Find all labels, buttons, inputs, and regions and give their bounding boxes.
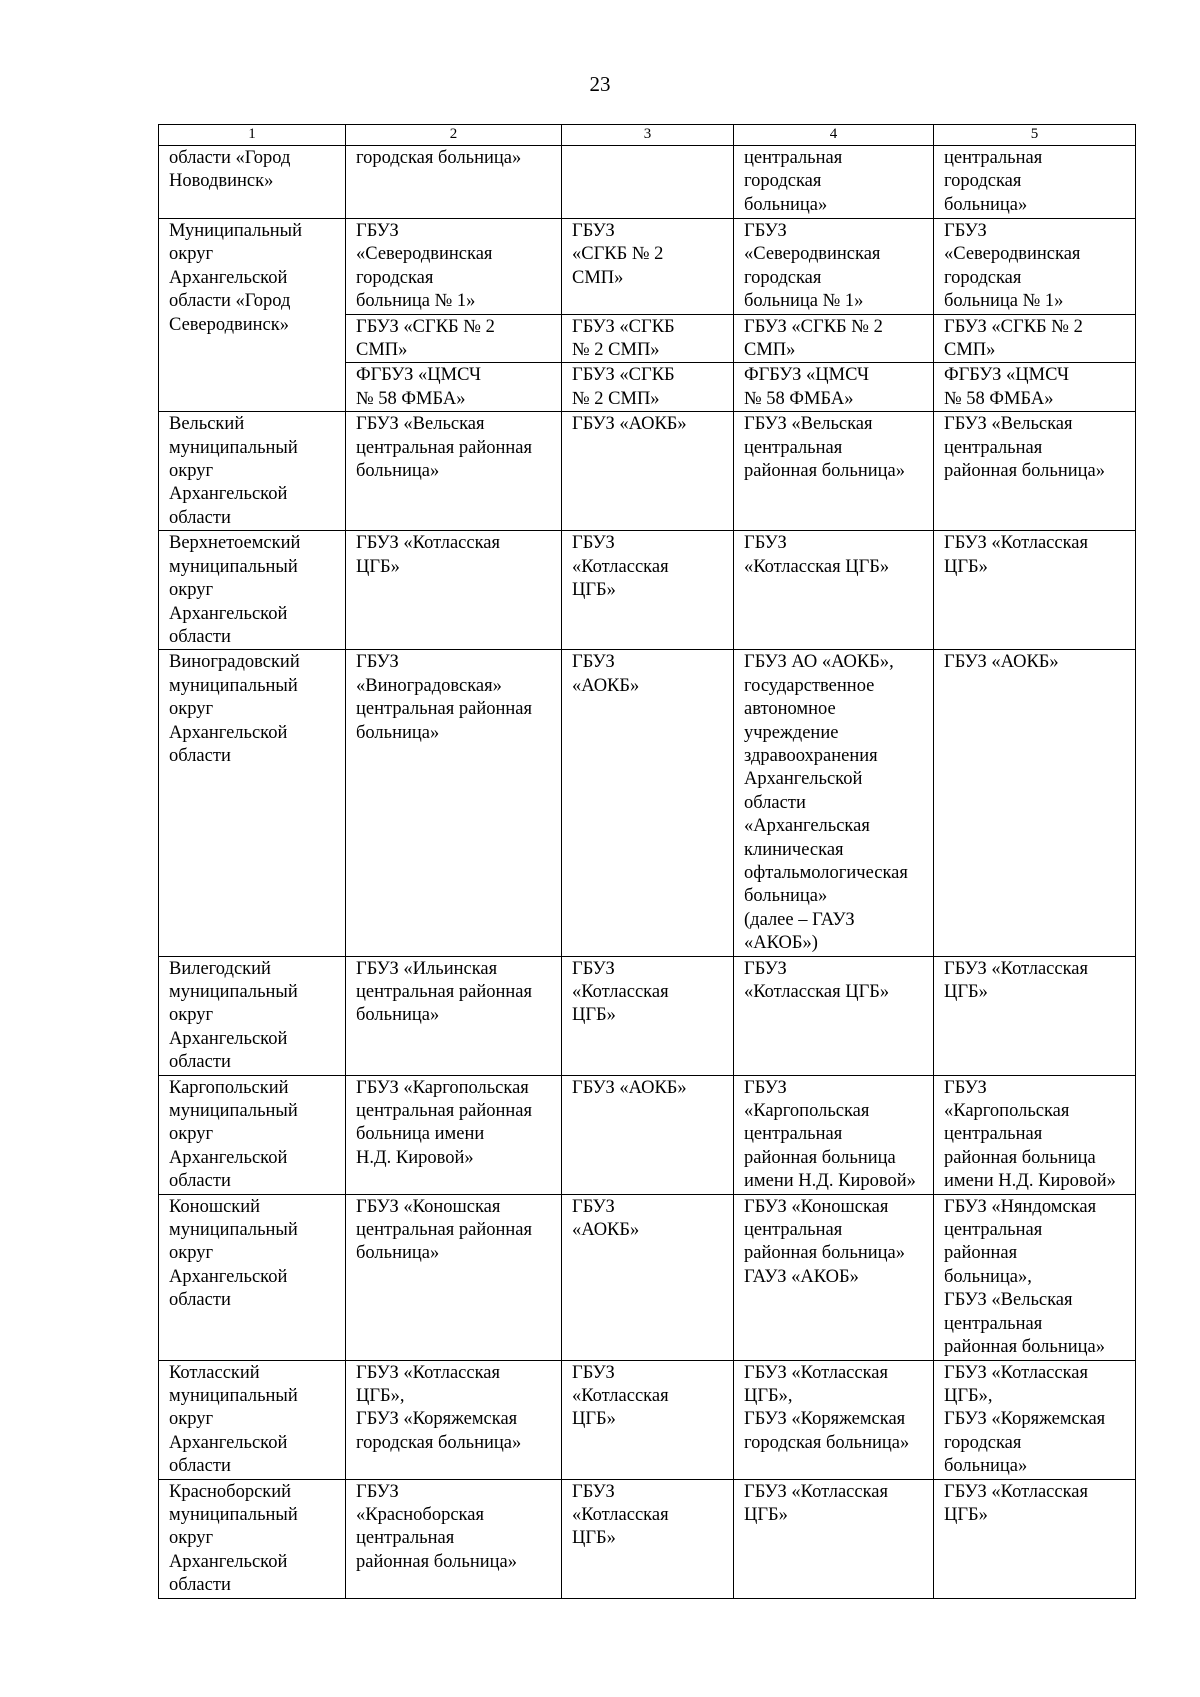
hospital-routing-table xyxy=(158,124,1136,1599)
table-cell: ГБУЗ «Виноградовская» центральная районная больница» xyxy=(346,650,562,956)
table-cell: ГБУЗ «СГКБ № 2 СМП» xyxy=(346,314,562,363)
table-cell: ГБУЗ «Вельская центральная районная больница» xyxy=(734,412,934,531)
table-cell: ГБУЗ «Коношская центральная районная больница» xyxy=(346,1194,562,1360)
table-cell: ГБУЗ «АОКБ» xyxy=(562,1075,734,1194)
district-cell: Вельский муниципальный округ Архангельской области xyxy=(159,412,346,531)
table-cell: ГБУЗ «Котласская ЦГБ» xyxy=(734,956,934,1075)
district-cell: Виноградовский муниципальный округ Архангельской области xyxy=(159,650,346,956)
column-number: 5 xyxy=(934,125,1136,146)
table-cell: ГБУЗ «Вельская центральная районная больница» xyxy=(346,412,562,531)
table-cell: ГБУЗ «Котласская ЦГБ» xyxy=(934,956,1136,1075)
table-cell: центральная городская больница» xyxy=(934,146,1136,219)
district-cell: Каргопольский муниципальный округ Архангельской области xyxy=(159,1075,346,1194)
column-number: 4 xyxy=(734,125,934,146)
table-cell: ГБУЗ «Котласская ЦГБ», ГБУЗ «Коряжемская городская больница» xyxy=(734,1360,934,1479)
table-row xyxy=(159,412,1136,531)
table-row xyxy=(159,956,1136,1075)
table-row xyxy=(159,531,1136,650)
table-cell: ГБУЗ «Котласская ЦГБ» xyxy=(734,531,934,650)
district-cell: Котласский муниципальный округ Архангельской области xyxy=(159,1360,346,1479)
table-cell: ГБУЗ «Каргопольская центральная районная больница имени Н.Д. Кировой» xyxy=(734,1075,934,1194)
table-cell: ГБУЗ «АОКБ» xyxy=(562,412,734,531)
table-cell: ГБУЗ «Северодвинская городская больница № 1» xyxy=(934,219,1136,315)
column-number: 1 xyxy=(159,125,346,146)
table-row xyxy=(159,219,1136,315)
table-row xyxy=(159,1194,1136,1360)
district-cell: Верхнетоемский муниципальный округ Архангельской области xyxy=(159,531,346,650)
table-cell: ГБУЗ «Котласская ЦГБ» xyxy=(562,1479,734,1598)
district-cell: Муниципальный округ Архангельской области «Город Северодвинск» xyxy=(159,219,346,412)
column-number: 3 xyxy=(562,125,734,146)
table-cell: ГБУЗ «СГКБ № 2 СМП» xyxy=(562,363,734,412)
table-cell: ГБУЗ «Котласская ЦГБ» xyxy=(346,531,562,650)
table-cell: ГБУЗ «Коношская центральная районная больница» ГАУЗ «АКОБ» xyxy=(734,1194,934,1360)
table-cell: центральная городская больница» xyxy=(734,146,934,219)
table-row xyxy=(159,146,1136,219)
table-cell: ГБУЗ «АОКБ» xyxy=(934,650,1136,956)
table-row xyxy=(159,1479,1136,1598)
table-cell: ГБУЗ «Котласская ЦГБ» xyxy=(734,1479,934,1598)
table-cell: ГБУЗ «Няндомская центральная районная больница», ГБУЗ «Вельская центральная районная больница» xyxy=(934,1194,1136,1360)
table-cell: ФГБУЗ «ЦМСЧ № 58 ФМБА» xyxy=(934,363,1136,412)
table-cell: ГБУЗ АО «АОКБ», государственное автономное учреждение здравоохранения Архангельской области «Архангельская клиническая офтальмологическая больница» (далее – ГАУЗ «АКОБ») xyxy=(734,650,934,956)
district-cell: Красноборский муниципальный округ Архангельской области xyxy=(159,1479,346,1598)
district-cell: области «Город Новодвинск» xyxy=(159,146,346,219)
table-cell xyxy=(562,146,734,219)
table-cell: ГБУЗ «Вельская центральная районная больница» xyxy=(934,412,1136,531)
table-cell: ГБУЗ «Котласская ЦГБ», ГБУЗ «Коряжемская городская больница» xyxy=(346,1360,562,1479)
table-cell: ГБУЗ «СГКБ № 2 СМП» xyxy=(734,314,934,363)
table-cell: городская больница» xyxy=(346,146,562,219)
table-cell: ГБУЗ «Котласская ЦГБ» xyxy=(934,531,1136,650)
table-cell: ГБУЗ «Котласская ЦГБ» xyxy=(562,956,734,1075)
column-number: 2 xyxy=(346,125,562,146)
table-cell: ГБУЗ «Каргопольская центральная районная больница имени Н.Д. Кировой» xyxy=(346,1075,562,1194)
table-cell: ГБУЗ «Котласская ЦГБ» xyxy=(562,531,734,650)
page-number: 23 xyxy=(589,72,611,96)
table-cell: ГБУЗ «Северодвинская городская больница № 1» xyxy=(346,219,562,315)
table-row xyxy=(159,1075,1136,1194)
table-cell: ГБУЗ «Красноборская центральная районная больница» xyxy=(346,1479,562,1598)
table-cell: ГБУЗ «СГКБ № 2 СМП» xyxy=(562,219,734,315)
table-cell: ГБУЗ «Котласская ЦГБ», ГБУЗ «Коряжемская городская больница» xyxy=(934,1360,1136,1479)
table-row xyxy=(159,1360,1136,1479)
table-cell: ГБУЗ «Ильинская центральная районная больница» xyxy=(346,956,562,1075)
district-cell: Вилегодский муниципальный округ Архангельской области xyxy=(159,956,346,1075)
table-cell: ГБУЗ «Котласская ЦГБ» xyxy=(562,1360,734,1479)
table-cell: ГБУЗ «СГКБ № 2 СМП» xyxy=(562,314,734,363)
table-cell: ФГБУЗ «ЦМСЧ № 58 ФМБА» xyxy=(734,363,934,412)
table-cell: ФГБУЗ «ЦМСЧ № 58 ФМБА» xyxy=(346,363,562,412)
district-cell: Коношский муниципальный округ Архангельской области xyxy=(159,1194,346,1360)
table-cell: ГБУЗ «Каргопольская центральная районная больница имени Н.Д. Кировой» xyxy=(934,1075,1136,1194)
table-cell: ГБУЗ «Северодвинская городская больница № 1» xyxy=(734,219,934,315)
table-cell: ГБУЗ «Котласская ЦГБ» xyxy=(934,1479,1136,1598)
table-row xyxy=(159,650,1136,956)
column-number-row xyxy=(159,125,1136,146)
table-cell: ГБУЗ «СГКБ № 2 СМП» xyxy=(934,314,1136,363)
table-cell: ГБУЗ «АОКБ» xyxy=(562,650,734,956)
table-cell: ГБУЗ «АОКБ» xyxy=(562,1194,734,1360)
